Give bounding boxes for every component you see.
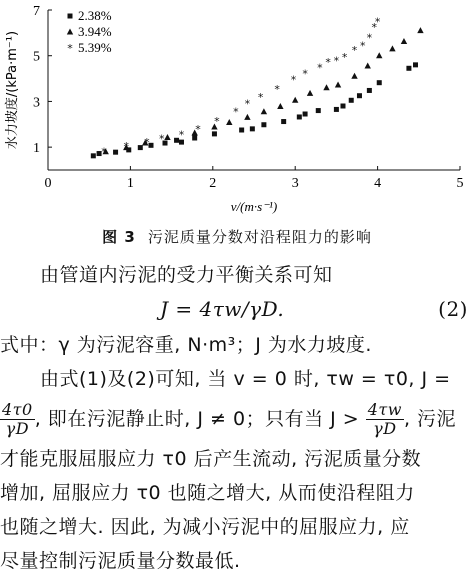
text-segment: , 污泥 (403, 408, 457, 430)
data-point-square (91, 153, 96, 158)
data-point-square (406, 66, 411, 71)
legend-marker-asterisk: * (67, 42, 73, 55)
paragraph-line: 尽量控制污泥质量分数最低. (0, 550, 241, 572)
x-tick-label: 0 (44, 176, 52, 191)
x-tick-label: 3 (291, 176, 299, 191)
paragraph-line: 由管道内污泥的受力平衡关系可知 (40, 264, 333, 286)
fraction-denominator: γD (5, 419, 30, 438)
data-point-asterisk: * (101, 145, 107, 159)
data-point-asterisk: * (374, 15, 381, 29)
fraction (0, 401, 35, 438)
data-point-triangle (376, 52, 382, 58)
data-point-square (192, 136, 197, 141)
data-point-triangle (261, 108, 267, 114)
data-point-triangle (389, 45, 395, 51)
data-point-square (281, 119, 286, 124)
data-point-asterisk: * (325, 56, 331, 70)
legend-marker-triangle (67, 29, 73, 35)
equation-number: (2) (438, 297, 468, 321)
legend-label: 5.39% (78, 40, 112, 55)
data-point-asterisk: * (341, 50, 348, 64)
data-point-triangle (244, 114, 250, 120)
data-point-triangle (335, 81, 341, 87)
data-point-asterisk: * (158, 132, 165, 146)
caption-text: 污泥质量分数对沿程阻力的影响 (147, 228, 372, 246)
paragraph-line: 增加, 屈服应力 τ0 也随之增大, 从而使沿程阻力 (0, 482, 415, 504)
x-tick-label: 5 (456, 176, 464, 191)
paragraph-line: 才能克服屈服应力 τ0 后产生流动, 污泥质量分数 (0, 448, 422, 470)
y-tick-label: 1 (33, 141, 40, 157)
x-tick-label: 2 (209, 176, 217, 191)
data-point-asterisk: * (178, 128, 185, 142)
data-point-asterisk: * (333, 54, 340, 68)
data-point-asterisk: * (257, 90, 264, 104)
data-point-triangle (292, 97, 298, 103)
data-point-asterisk: * (371, 21, 378, 35)
data-point-square (413, 62, 418, 67)
paragraph-line: 由式(1)及(2)可知, 当 v = 0 时, τw = τ0, J = (40, 368, 451, 390)
data-point-triangle (226, 119, 232, 125)
data-point-square (212, 131, 217, 136)
y-axis-label: 水力坡度/(kPa·m⁻¹) (5, 30, 20, 150)
data-point-asterisk: * (351, 44, 358, 57)
paragraph-line: 式中：γ 为污泥容重, N·m³；J 为水力坡度. (0, 334, 372, 356)
data-point-asterisk: * (302, 67, 308, 81)
x-tick-label: 1 (126, 176, 134, 191)
data-point-asterisk: * (244, 97, 251, 111)
data-point-triangle (417, 27, 423, 33)
figure-3 (0, 0, 474, 218)
data-point-triangle (277, 103, 283, 109)
data-point-asterisk: * (233, 105, 239, 119)
data-point-triangle (323, 84, 329, 90)
legend-label: 3.94% (78, 24, 112, 39)
y-tick-label: 5 (33, 49, 40, 65)
data-point-square (239, 128, 244, 133)
data-point-triangle (401, 38, 407, 44)
data-point-square (316, 108, 321, 113)
legend-label: 2.38% (78, 8, 112, 23)
data-point-asterisk: * (360, 39, 366, 53)
caption-number: 图 3 (102, 228, 136, 246)
data-point-square (349, 98, 354, 103)
data-point-asterisk: * (123, 140, 130, 153)
data-point-square (303, 112, 308, 117)
data-point-square (113, 150, 118, 155)
data-point-triangle (164, 134, 170, 140)
y-tick-label: 3 (33, 95, 40, 111)
data-point-square (297, 114, 302, 119)
fraction-numerator: 4τw (367, 400, 402, 419)
data-point-triangle (351, 73, 357, 79)
paragraph-line-fractions (0, 396, 474, 442)
figure-caption (0, 226, 474, 247)
fraction-numerator: 4τ0 (2, 400, 33, 419)
legend-marker-square (68, 14, 73, 19)
data-point-asterisk: * (274, 82, 280, 96)
data-point-square (367, 88, 372, 93)
fraction-denominator: γD (373, 419, 397, 438)
fraction (366, 401, 404, 438)
body-text (0, 258, 474, 578)
data-point-square (334, 107, 339, 112)
equation-formula: J = 4τw/γD. (160, 297, 285, 321)
equation-2 (0, 292, 474, 328)
data-point-triangle (307, 90, 313, 96)
data-point-asterisk: * (214, 114, 220, 128)
data-point-square (340, 104, 345, 109)
data-point-asterisk: * (144, 136, 150, 150)
data-point-triangle (365, 63, 371, 69)
data-point-square (357, 93, 362, 98)
x-tick-label: 4 (374, 176, 382, 191)
data-point-asterisk: * (290, 73, 297, 87)
text-segment: , 即在污泥静止时, J ≠ 0；只有当 J > (34, 408, 360, 430)
x-axis-label: v/(m·s⁻¹) (230, 199, 278, 214)
data-point-square (377, 80, 382, 85)
data-point-square (250, 126, 255, 131)
y-tick-label: 7 (33, 4, 40, 19)
data-point-square (138, 145, 143, 150)
paragraph-line: 也随之增大. 因此, 为减小污泥中的屈服应力, 应 (0, 516, 410, 538)
scatter-chart (0, 0, 474, 218)
data-point-asterisk: * (317, 61, 323, 75)
data-point-asterisk: * (195, 122, 201, 136)
data-point-square (261, 122, 266, 127)
data-point-asterisk: * (366, 31, 373, 45)
